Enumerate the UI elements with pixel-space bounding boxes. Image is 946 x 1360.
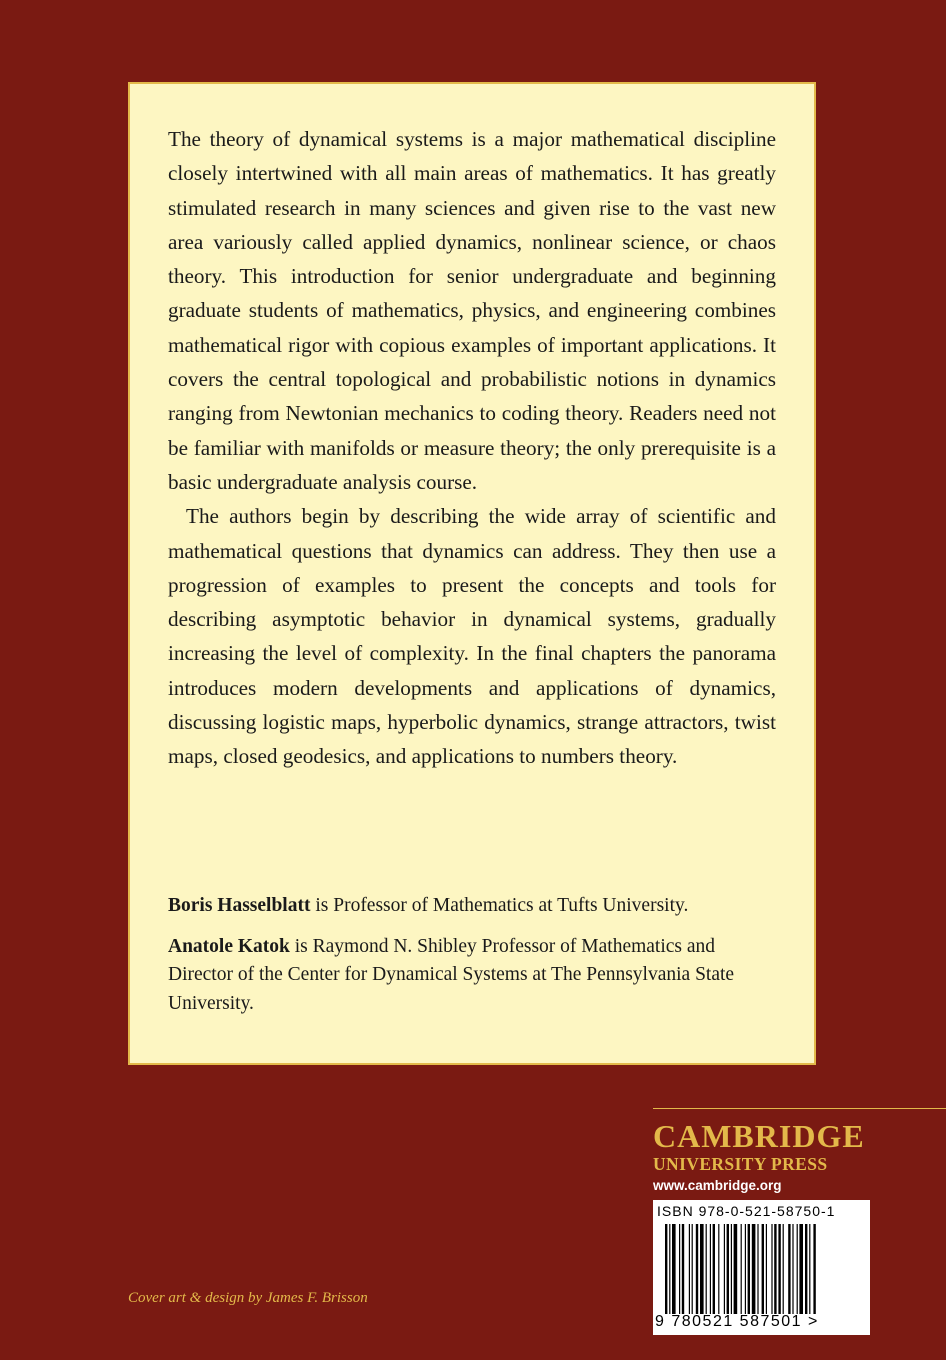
- barcode-bar: [672, 1224, 676, 1314]
- author-bio-1: [168, 892, 780, 921]
- barcode-bars: [665, 1224, 861, 1316]
- barcode-bar: [813, 1224, 815, 1314]
- author-name-1: Boris Hasselblatt: [168, 895, 311, 916]
- barcode-bar: [727, 1224, 729, 1314]
- publisher-logo: [653, 1108, 946, 1193]
- barcode-bar: [710, 1224, 711, 1314]
- author-bios: [168, 892, 780, 1030]
- description-paragraph-2: The authors begin by describing the wide array of scientific and mathematical questions that dynamics can address. They then use a progression of examples to present the concepts and tools for describing asymptotic behavior in dynamical systems, gradually increasing the level of complexity. In the final chapters the panorama introduces modern developments and applications of dynamics, discussing logistic maps, hyperbolic dynamics, strange attractors, twist maps, closed geodesics, and applications to numbers theory.: [168, 504, 776, 769]
- barcode-bar: [682, 1224, 684, 1314]
- barcode-bar: [778, 1224, 780, 1314]
- barcode-bar: [706, 1224, 707, 1314]
- author-bio-2: [168, 933, 780, 1019]
- isbn-text: ISBN 978-0-521-58750-1: [657, 1203, 836, 1219]
- publisher-subname: UNIVERSITY PRESS: [653, 1154, 828, 1174]
- barcode-bar: [734, 1224, 738, 1314]
- description-paragraph-1: The theory of dynamical systems is a major mathematical discipline closely intertwined with all main areas of mathematics. It has greatly stimulated research in many sciences and given rise to the vast new area variously called applied dynamics, nonlinear science, or chaos theory. This introduction for senior undergraduate and beginning graduate students of mathematics, physics, and engineering combines mathematical rigor with copious examples of important applications. It covers the central topological and probabilistic notions in dynamics ranging from Newtonian mechanics to coding theory. Readers need not be familiar with manifolds or measure theory; the only prerequisite is a basic undergraduate analysis course.: [168, 127, 776, 494]
- barcode-bar: [689, 1224, 690, 1314]
- publisher-name: CAMBRIDGE: [653, 1118, 865, 1154]
- barcode-bar: [679, 1224, 680, 1314]
- barcode-bar: [665, 1224, 667, 1314]
- barcode-bar: [731, 1224, 732, 1314]
- barcode-bar: [792, 1224, 793, 1314]
- barcode-bar: [713, 1224, 715, 1314]
- barcode-bar: [696, 1224, 698, 1314]
- barcode-bar: [669, 1224, 670, 1314]
- barcode-bar: [762, 1224, 764, 1314]
- barcode-bar: [774, 1224, 776, 1314]
- publisher-url: www.cambridge.org: [653, 1178, 782, 1193]
- publisher-rule: [653, 1108, 946, 1109]
- barcode-bar: [783, 1224, 784, 1314]
- barcode-bar: [797, 1224, 798, 1314]
- barcode-block: [653, 1200, 870, 1335]
- barcode-bar: [718, 1224, 719, 1314]
- barcode-bar: [748, 1224, 750, 1314]
- description-panel: [128, 82, 816, 1065]
- barcode-bar: [745, 1224, 746, 1314]
- barcode-bar: [805, 1224, 807, 1314]
- description-text: [168, 122, 776, 774]
- barcode-bar: [700, 1224, 704, 1314]
- barcode-bar: [724, 1224, 725, 1314]
- barcode-bar: [771, 1224, 772, 1314]
- author-name-2: Anatole Katok: [168, 935, 290, 957]
- cover-credit: Cover art & design by James F. Brisson: [128, 1290, 368, 1306]
- author-text-1: is Professor of Mathematics at Tufts University.: [310, 895, 689, 916]
- barcode-bar: [752, 1224, 756, 1314]
- barcode-bar: [766, 1224, 767, 1314]
- author-text-2: is Raymond N. Shibley Professor of Mathematics and Director of the Center for Dynamical Systems at The Pennsylvania State University.: [168, 935, 735, 1014]
- barcode-bar: [757, 1224, 758, 1314]
- barcode-digits: 9 780521 587501 >: [655, 1313, 819, 1330]
- barcode-bar: [799, 1224, 803, 1314]
- barcode-bar: [741, 1224, 742, 1314]
- barcode-bar: [692, 1224, 693, 1314]
- barcode-bar: [788, 1224, 790, 1314]
- barcode-bar: [809, 1224, 810, 1314]
